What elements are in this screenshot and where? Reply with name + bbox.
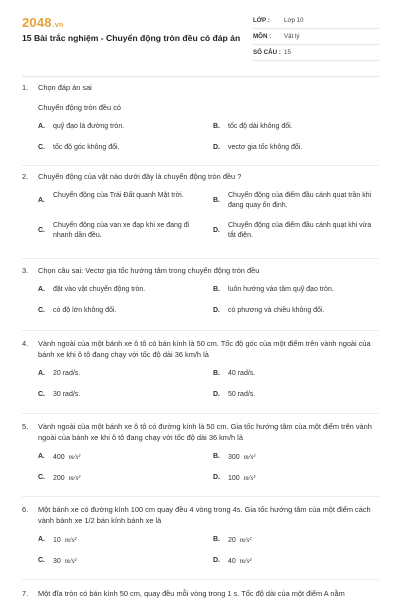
option-value: 30 (53, 558, 61, 565)
option-letter: D. (213, 307, 220, 314)
option-unit: m/s² (68, 474, 81, 482)
option-text: tốc độ góc không đổi. (53, 144, 120, 151)
option-b[interactable] (213, 285, 378, 295)
question-text (22, 338, 382, 360)
option-text: 20 rad/s. (53, 370, 81, 377)
option-value: 20 (228, 537, 236, 544)
question-text (22, 588, 382, 599)
question-3 (22, 265, 382, 327)
answer-options (22, 452, 382, 494)
question-number: 4. (22, 339, 29, 348)
option-text: luôn hướng vào tâm quỹ đạo tròn. (228, 286, 334, 293)
header-divider (22, 76, 379, 77)
question-number: 5. (22, 422, 29, 431)
question-prompt: Một bánh xe có đường kính 100 cm quay đều 4 vòng trong 4s. Gia tốc hướng tâm của một điểm cách vành bánh xe 1/2 bán kính bánh xe là (38, 505, 371, 525)
option-value: 40 (228, 558, 236, 565)
option-b[interactable] (213, 191, 378, 211)
info-label: LỚP : (253, 17, 270, 24)
info-label: SỐ CÂU : (253, 49, 281, 56)
option-letter: B. (213, 453, 220, 460)
option-text: Chuyển động của Trái Đất quanh Mặt trời. (53, 192, 184, 199)
logo-tld: .vn (52, 22, 64, 29)
info-value: 15 (284, 49, 291, 56)
question-text (22, 504, 382, 526)
option-letter: C. (38, 557, 45, 564)
option-a[interactable] (38, 369, 203, 379)
option-letter: C. (38, 474, 45, 481)
option-letter: A. (38, 197, 45, 204)
option-d[interactable] (213, 390, 378, 400)
option-letter: C. (38, 307, 45, 314)
option-text: có độ lớn không đổi. (53, 307, 117, 314)
option-letter: A. (38, 453, 45, 460)
info-value: Lớp 10 (284, 17, 304, 24)
option-a[interactable] (38, 452, 203, 463)
option-letter: C. (38, 227, 45, 234)
option-letter: B. (213, 286, 220, 293)
question-prompt: Chọn câu sai: Vectơ gia tốc hướng tâm trong chuyển động tròn đều (38, 266, 260, 275)
option-letter: C. (38, 144, 45, 151)
question-4 (22, 338, 382, 411)
info-row-class (253, 14, 379, 29)
option-value: 400 (53, 454, 65, 461)
option-letter: D. (213, 227, 220, 234)
option-letter: A. (38, 370, 45, 377)
option-text: quỹ đạo là đường tròn. (53, 123, 125, 130)
info-row-subject (253, 30, 379, 45)
answer-options (22, 285, 382, 327)
option-d[interactable] (213, 306, 378, 316)
option-c[interactable] (38, 473, 203, 484)
question-5 (22, 421, 382, 494)
question-prompt: Vành ngoài của một bánh xe ô tô có đường kính là 50 cm. Gia tốc hướng tâm của một điểm trên vành ngoài của bánh xe khi ô tô đang chạy với tốc độ dài 36 km/h là (38, 422, 372, 442)
option-letter: A. (38, 123, 45, 130)
option-text: Chuyển động của van xe đạp khi xe đang đi nhanh dần đều. (53, 222, 190, 239)
option-c[interactable] (38, 143, 203, 153)
option-unit: m/s² (64, 536, 77, 544)
question-divider (22, 413, 379, 414)
option-a[interactable] (38, 122, 203, 132)
option-unit: m/s² (239, 536, 252, 544)
option-letter: A. (38, 286, 45, 293)
option-b[interactable] (213, 452, 378, 463)
option-value: 300 (228, 454, 240, 461)
option-letter: B. (213, 197, 220, 204)
option-unit: m/s² (64, 557, 77, 565)
option-letter: C. (38, 391, 45, 398)
question-number: 7. (22, 589, 29, 598)
option-text: Chuyển động của điểm đầu cánh quạt trần khi đang quay ổn định. (228, 192, 372, 209)
option-d[interactable] (213, 143, 378, 153)
question-2 (22, 171, 382, 251)
option-letter: B. (213, 123, 220, 130)
option-unit: m/s² (68, 453, 81, 461)
info-value: Vật lý (284, 33, 300, 40)
option-letter: A. (38, 536, 45, 543)
question-prompt: Vành ngoài của một bánh xe ô tô có bán kính là 50 cm. Tốc độ góc của một điểm trên vành ngoài của bánh xe khi ô tô đang chạy với tốc độ dài 36 km/h là (38, 339, 371, 359)
option-c[interactable] (38, 556, 203, 567)
answer-options (22, 122, 382, 164)
option-c[interactable] (38, 306, 203, 316)
option-value: 100 (228, 475, 240, 482)
answer-options (22, 369, 382, 411)
question-text (22, 421, 382, 443)
question-divider (22, 165, 379, 166)
info-row-count (253, 46, 379, 61)
option-value: 200 (53, 475, 65, 482)
question-1 (22, 82, 382, 164)
question-divider (22, 496, 379, 497)
question-prompt: Chuyển động của vật nào dưới đây là chuyển động tròn đều ? (38, 172, 242, 181)
option-text: đặt vào vật chuyển động tròn. (53, 286, 146, 293)
option-letter: D. (213, 144, 220, 151)
logo-text: 2048 (22, 15, 52, 30)
answer-options (22, 191, 382, 251)
option-letter: D. (213, 474, 220, 481)
option-text: có phương và chiều không đổi. (228, 307, 325, 314)
answer-options (22, 535, 382, 577)
option-text: 50 rad/s. (228, 391, 256, 398)
option-c[interactable] (38, 221, 203, 241)
option-unit: m/s² (239, 557, 252, 565)
question-divider (22, 258, 379, 259)
option-c[interactable] (38, 390, 203, 400)
option-unit: m/s² (243, 474, 256, 482)
option-letter: D. (213, 391, 220, 398)
question-stem: Chuyển động tròn đều có (38, 103, 122, 112)
question-divider (22, 579, 379, 580)
option-a[interactable] (38, 285, 203, 295)
option-text: tốc độ dài không đổi. (228, 123, 293, 130)
question-text (22, 82, 382, 93)
site-logo[interactable] (22, 15, 63, 30)
document-title: 15 Bài trắc nghiệm - Chuyển động tròn đều có đáp án (22, 33, 241, 43)
option-text: 40 rad/s. (228, 370, 256, 377)
question-number: 6. (22, 505, 29, 514)
option-d[interactable] (213, 556, 378, 567)
option-b[interactable] (213, 369, 378, 379)
question-prompt: Một đĩa tròn có bán kính 50 cm, quay đều mỗi vòng trong 1 s. Tốc độ dài của một điểm A nằm (38, 589, 345, 598)
option-a[interactable] (38, 191, 203, 204)
question-divider (22, 330, 379, 331)
option-text: Chuyển động của điểm đầu cánh quạt khi vừa tắt điện. (228, 222, 372, 239)
question-text (22, 171, 382, 182)
option-letter: B. (213, 370, 220, 377)
option-value: 10 (53, 537, 61, 544)
option-a[interactable] (38, 535, 203, 546)
question-number: 1. (22, 83, 29, 92)
option-d[interactable] (213, 221, 378, 241)
option-letter: D. (213, 557, 220, 564)
option-b[interactable] (213, 535, 378, 546)
question-7 (22, 588, 382, 599)
option-text: vectơ gia tốc không đổi. (228, 144, 303, 151)
info-label: MÔN : (253, 33, 272, 40)
option-text: 30 rad/s. (53, 391, 81, 398)
question-text (22, 265, 382, 276)
question-number: 2. (22, 172, 29, 181)
question-prompt: Chọn đáp án sai (38, 83, 92, 92)
document-header (0, 0, 400, 70)
option-unit: m/s² (243, 453, 256, 461)
option-letter: B. (213, 536, 220, 543)
question-6 (22, 504, 382, 577)
question-number: 3. (22, 266, 29, 275)
option-d[interactable] (213, 473, 378, 484)
option-b[interactable] (213, 122, 378, 132)
